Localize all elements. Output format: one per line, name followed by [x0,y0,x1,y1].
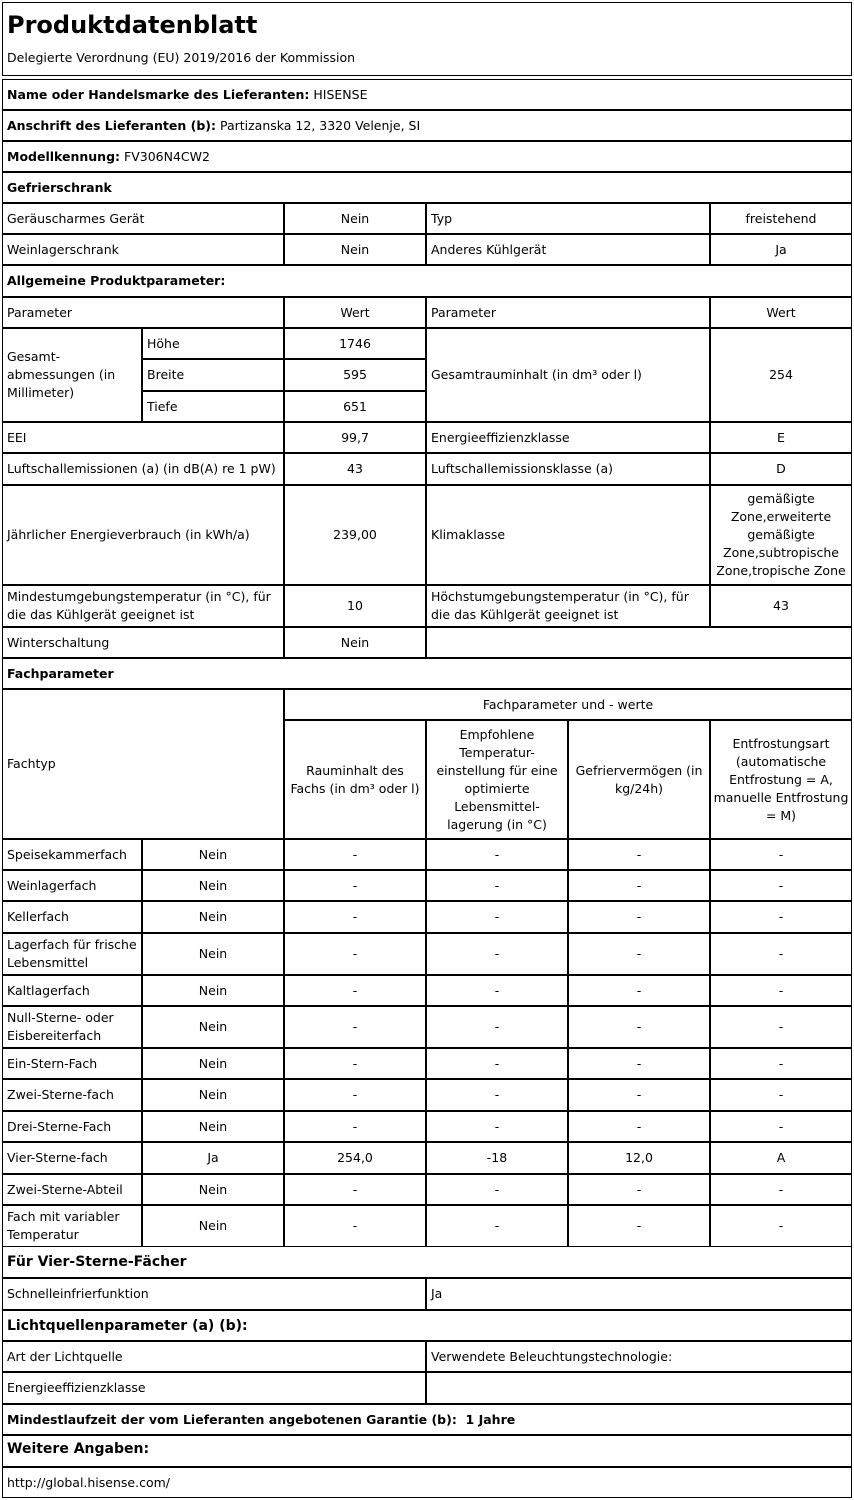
appliance-row-label: Weinlagerschrank [2,234,284,265]
compartment-defrost-type: - [710,933,852,975]
max-temperature-label: Höchstumgebungstemperatur (in °C), für die das Kühlgerät geeignet ist [426,585,710,627]
appliance-heading: Gefrierschrank [2,172,852,203]
annual-consumption-label: Jährlicher Energieverbrauch (in kWh/a) [2,485,284,585]
max-temperature-value: 43 [710,585,852,627]
compartment-name: Null-Sterne- oder Eisbereiterfach [2,1006,142,1048]
compartment-type-header: Fachtyp [2,689,284,839]
energy-class-label: Energieeffizienzklasse [426,422,710,453]
appliance-other-value: Ja [710,234,852,265]
light-efficiency-label: Energieeffizienzklasse [2,1372,426,1404]
compartment-temperature: - [426,901,568,933]
compartment-freezing-capacity: - [568,1111,710,1142]
quick-freeze-label: Schnelleinfrierfunktion [2,1278,426,1310]
compartment-temperature: - [426,1006,568,1048]
compartments-heading: Fachparameter [2,658,852,689]
compartment-temperature: - [426,1079,568,1111]
compartment-freezing-capacity: - [568,1079,710,1111]
compartment-defrost-type: - [710,1205,852,1247]
compartment-present: Nein [142,870,284,901]
compartment-name: Lagerfach für frische Lebensmittel [2,933,142,975]
supplier-name-value: HISENSE [313,86,368,102]
compartment-present: Nein [142,1174,284,1205]
regulation-subtitle: Delegierte Verordnung (EU) 2019/2016 der Kommission [7,50,356,65]
min-temperature-value: 10 [284,585,426,627]
compartment-volume: - [284,870,426,901]
supplier-address-label: Anschrift des Lieferanten (b): [7,117,216,133]
compartment-volume: - [284,1048,426,1079]
energy-class-value: E [710,422,852,453]
compartment-freezing-capacity: - [568,839,710,870]
compartment-freezing-capacity: - [568,933,710,975]
compartment-defrost-type: - [710,839,852,870]
appliance-type-value: freistehend [710,203,852,234]
appliance-other-label: Anderes Kühlgerät [426,234,710,265]
compartment-freezing-capacity: - [568,901,710,933]
compartment-present: Nein [142,1205,284,1247]
model-row [2,141,852,172]
column-header-value: Wert [710,297,852,328]
winter-setting-label: Winterschaltung [2,627,284,658]
supplier-address-value: Partizanska 12, 3320 Velenje, SI [219,117,421,133]
climate-class-label: Klimaklasse [426,485,710,585]
compartment-name: Weinlagerfach [2,870,142,901]
compartment-volume: - [284,1174,426,1205]
compartment-freezing-header: Gefriervermögen (in kg/24h) [568,720,710,839]
compartment-name: Vier-Sterne-fach [2,1142,142,1174]
winter-setting-value: Nein [284,627,426,658]
compartment-volume-header: Rauminhalt des Fachs (in dm³ oder l) [284,720,426,839]
eei-value: 99,7 [284,422,426,453]
compartment-defrost-type: - [710,1006,852,1048]
depth-value: 651 [284,391,426,422]
noise-label: Luftschallemissionen (a) (in dB(A) re 1 pW) [2,453,284,485]
compartment-present: Ja [142,1142,284,1174]
empty-cell [426,627,852,658]
four-star-heading: Für Vier-Sterne-Fächer [2,1246,852,1278]
compartment-name: Zwei-Sterne-Abteil [2,1174,142,1205]
dimensions-label: Gesamt-abmessungen (in Millimeter) [2,328,142,422]
compartment-temperature: -18 [426,1142,568,1174]
compartment-temperature: - [426,975,568,1006]
height-value: 1746 [284,328,426,359]
compartment-temperature: - [426,1174,568,1205]
compartment-volume: - [284,901,426,933]
min-temperature-label: Mindestumgebungstemperatur (in °C), für die das Kühlgerät geeignet ist [2,585,284,627]
width-label: Breite [142,359,284,391]
compartment-freezing-capacity: - [568,870,710,901]
noise-class-label: Luftschallemissionsklasse (a) [426,453,710,485]
general-heading: Allgemeine Produktparameter: [2,265,852,297]
noise-class-value: D [710,453,852,485]
compartment-defrost-type: - [710,1079,852,1111]
compartment-volume: - [284,1079,426,1111]
compartment-present: Nein [142,839,284,870]
compartment-freezing-capacity: - [568,1174,710,1205]
compartment-freezing-capacity: 12,0 [568,1142,710,1174]
warranty-value: 1 Jahre [465,1411,516,1427]
compartment-volume: - [284,933,426,975]
compartment-temperature: - [426,1111,568,1142]
quick-freeze-value: Ja [426,1278,852,1310]
noise-value: 43 [284,453,426,485]
compartment-present: Nein [142,1111,284,1142]
height-label: Höhe [142,328,284,359]
compartment-defrost-type: - [710,1111,852,1142]
light-source-heading: Lichtquellenparameter (a) (b): [2,1310,852,1341]
compartment-name: Ein-Stern-Fach [2,1048,142,1079]
supplier-name-label: Name oder Handelsmarke des Lieferanten: [7,86,310,102]
further-info-heading: Weitere Angaben: [2,1435,852,1467]
empty-cell [426,1372,852,1404]
warranty-label: Mindestlaufzeit der vom Lieferanten angebotenen Garantie (b): [7,1411,457,1427]
warranty-row [2,1404,852,1435]
compartment-defrost-type: - [710,870,852,901]
compartment-temperature: - [426,839,568,870]
compartment-volume: - [284,1006,426,1048]
compartment-values-header: Fachparameter und - werte [284,689,852,720]
compartment-volume: - [284,975,426,1006]
compartment-volume: - [284,1111,426,1142]
annual-consumption-value: 239,00 [284,485,426,585]
compartment-name: Fach mit variabler Temperatur [2,1205,142,1247]
compartment-volume: - [284,1205,426,1247]
depth-label: Tiefe [142,391,284,422]
model-label: Modellkennung: [7,148,121,164]
compartment-volume: - [284,839,426,870]
compartment-volume: 254,0 [284,1142,426,1174]
total-volume-label: Gesamtrauminhalt (in dm³ oder l) [426,328,710,422]
compartment-name: Kaltlagerfach [2,975,142,1006]
compartment-temperature: - [426,1205,568,1247]
compartment-temperature: - [426,933,568,975]
compartment-name: Zwei-Sterne-fach [2,1079,142,1111]
compartment-temperature-header: Empfohlene Temperatur-einstellung für eine optimierte Lebensmittel-lagerung (in °C) [426,720,568,839]
total-volume-value: 254 [710,328,852,422]
compartment-name: Kellerfach [2,901,142,933]
column-header-value: Wert [284,297,426,328]
supplier-address-row [2,110,852,141]
model-value: FV306N4CW2 [124,148,210,164]
width-value: 595 [284,359,426,391]
light-source-type-label: Art der Lichtquelle [2,1341,426,1372]
compartment-defrost-type: - [710,1048,852,1079]
compartment-present: Nein [142,1006,284,1048]
column-header-parameter: Parameter [426,297,710,328]
lighting-technology-label: Verwendete Beleuchtungstechnologie: [426,1341,852,1372]
compartment-present: Nein [142,933,284,975]
column-header-parameter: Parameter [2,297,284,328]
eei-label: EEI [2,422,284,453]
appliance-row-value: Nein [284,203,426,234]
header-block [2,2,852,76]
compartment-defrost-type: A [710,1142,852,1174]
compartment-freezing-capacity: - [568,975,710,1006]
compartment-freezing-capacity: - [568,1205,710,1247]
page-title: Produktdatenblatt [7,11,258,39]
compartment-name: Drei-Sterne-Fach [2,1111,142,1142]
compartment-present: Nein [142,901,284,933]
compartment-present: Nein [142,1048,284,1079]
compartment-present: Nein [142,1079,284,1111]
supplier-name-row [2,79,852,110]
further-info-url[interactable]: http://global.hisense.com/ [2,1467,852,1498]
appliance-type-label: Typ [426,203,710,234]
appliance-row-label: Geräuscharmes Gerät [2,203,284,234]
appliance-row-value: Nein [284,234,426,265]
compartment-defrost-header: Entfrostungsart (automatische Entfrostung = A, manuelle Entfrostung = M) [710,720,852,839]
compartment-freezing-capacity: - [568,1048,710,1079]
compartment-defrost-type: - [710,1174,852,1205]
compartment-defrost-type: - [710,975,852,1006]
compartment-present: Nein [142,975,284,1006]
compartment-name: Speisekammerfach [2,839,142,870]
climate-class-value: gemäßigte Zone,erweiterte gemäßigte Zone,subtropische Zone,tropische Zone [710,485,852,585]
compartment-defrost-type: - [710,901,852,933]
compartment-temperature: - [426,1048,568,1079]
compartment-freezing-capacity: - [568,1006,710,1048]
compartment-temperature: - [426,870,568,901]
